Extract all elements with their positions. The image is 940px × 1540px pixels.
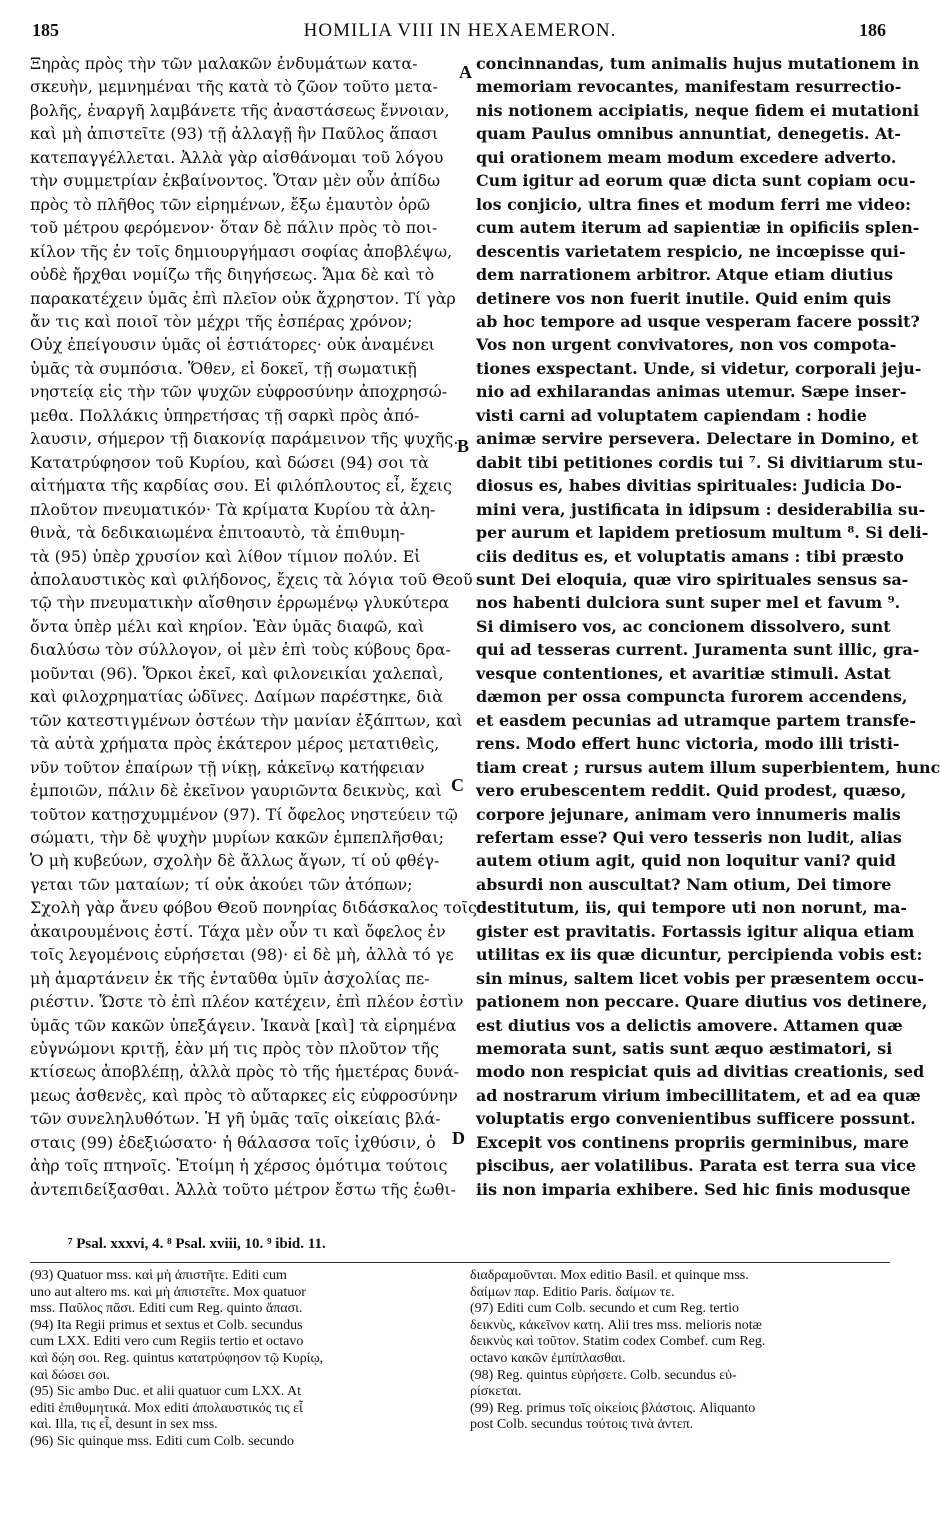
greek-text-line: ἀὴρ τοῖς πτηνοῖς. Ἑτοίμη ἡ χέρσος ὁμότιμα τούτοις — [30, 1156, 448, 1176]
footnote-line: cum LXX. Editi vero cum Regiis tertio et octavo — [30, 1334, 304, 1350]
latin-text-line: visti carni ad voluptatem capiendam : hodie — [476, 405, 867, 425]
footnote-line: (99) Reg. primus τοῖς οἰκείοις βλάστοις. Aliquanto — [470, 1400, 756, 1416]
footnote-line: (96) Sic quinque mss. Editi cum Colb. secundo — [30, 1433, 295, 1449]
page-number-right: 186 — [859, 20, 886, 40]
footnote-line: δεικνὺς καὶ τοῦτον. Statim codex Combef. cum Reg. — [470, 1334, 766, 1350]
greek-text-line: μὴ ἁμαρτάνειν ἐκ τῆς ἐνταῦθα ὑμῖν ἀσχολίας πε- — [30, 968, 430, 988]
footnote-line: (94) Ita Regii primus et sextus et Colb. secundus — [30, 1317, 303, 1333]
latin-text-line: ab hoc tempore ad usque vesperam facere possit? — [476, 311, 920, 331]
greek-text-line: ὑμᾶς τὰ συμπόσια. Ὅθεν, εἰ δοκεῖ, τῇ σωματικῇ — [30, 358, 417, 378]
latin-text-line: dabit tibi petitiones cordis tui ⁷. Si divitiarum stu- — [476, 452, 923, 472]
greek-text-line: Ξηρὰς πρὸς τὴν τῶν μαλακῶν ἐνδυμάτων κατα- — [30, 54, 418, 73]
greek-text-line: νηστείᾳ εἰς τὴν τῶν ψυχῶν εὐφροσύνην ἀποχρησώ- — [30, 382, 448, 402]
latin-text-line: sin minus, saltem licet vobis per præsentem occu- — [476, 968, 924, 988]
latin-text-line: tiam creat ; rursus autem illum superbientem, hunc — [476, 757, 940, 777]
footnote-line: octavo κακῶν ἐμπίπλασθαι. — [470, 1350, 626, 1366]
greek-text-line: τὰ (95) ὑπὲρ χρυσίον καὶ λίθον τίμιον πολύν. Εἰ — [30, 546, 421, 566]
footnote-line: δεικνὺς, κἀκεῖνον κατη. Alii tres mss. melioris notæ — [470, 1317, 762, 1333]
greek-text-line: νῦν τοῦτον ἐπαίρων τῇ νίκῃ, κἀκεῖνῳ κατήφειαν — [30, 757, 425, 777]
footnote-line: (98) Reg. quintus εὑρήσετε. Colb. secundus εὑ- — [470, 1367, 737, 1383]
latin-text-line: pationem non peccare. Quare diutius vos detinere, — [476, 992, 928, 1012]
running-title: HOMILIA VIII IN HEXAEMERON. — [303, 20, 617, 41]
greek-text-line: τῶν συνεληλυθότων. Ἡ γῆ ὑμᾶς ταῖς οἰκείαις βλά- — [30, 1109, 441, 1129]
latin-text-line: modo non respiciat quis ad divitias creationis, sed — [476, 1062, 925, 1082]
greek-text-line: διαλύσω τὸν σύλλογον, οἱ μὲν ἐπὶ τοὺς κύβους δρα- — [30, 640, 451, 660]
greek-text-line: σκευὴν, μεμνημέναι τῆς κατὰ τὸ ζῶον τοῦτο μετα- — [30, 77, 438, 97]
latin-text-line: descentis varietatem respicio, ne incœpisse qui- — [476, 241, 906, 261]
latin-text-line: tiones exspectant. Unde, si videtur, corporali jeju- — [476, 358, 922, 378]
footnote-line: post Colb. secundus τούτοις τινὰ ἀντεπ. — [470, 1417, 694, 1433]
latin-text-line: Vos non urgent convivatores, non vos compota- — [476, 335, 897, 355]
latin-text-line: cum autem iterum ad sapientiæ in opificiis splen- — [476, 218, 920, 238]
footnote-divider — [30, 1262, 890, 1263]
latin-text-line: quam Paulus omnibus annuntiat, denegetis. At- — [476, 124, 901, 144]
greek-text-line: εὐγνώμονι κριτῇ, ἐὰν μή τις πρὸς τὸν πλοῦτον τῆς — [30, 1039, 439, 1059]
latin-text-line: detinere vos non fuerit inutile. Quid enim quis — [476, 288, 892, 308]
greek-text-line: ἐμποιῶν, πάλιν δὲ ἐκεῖνον γαυριῶντα δεικνὺς, καὶ — [30, 781, 442, 801]
margin-marker-a: A — [459, 62, 472, 82]
latin-text-line: ciis deditus es, et voluptatis amans : tibi præsto — [476, 546, 904, 566]
greek-text-line: ἀκαιρουμένοις ἐστί. Τάχα μὲν οὖν τι καὶ ὄφελος ἐν — [30, 921, 446, 941]
greek-text-line: θινὰ, τὰ δεδικαιωμένα ἐπιτοαυτὸ, τὰ ἐπιθυμη- — [30, 523, 405, 543]
latin-text-line: iis non imparia exhibere. Sed hic finis modusque — [476, 1179, 911, 1199]
margin-marker-d: D — [452, 1128, 465, 1148]
latin-text-line: diosus es, habes divitias spirituales: Judicia Do- — [476, 476, 902, 496]
footnote-line: καὶ δῴη σοι. Reg. quintus κατατρύφησον τῷ Κυρίῳ, — [30, 1350, 324, 1366]
greek-text-line: ἀντεπιδείξασθαι. Ἀλλὰ τοῦτο μέτρον ἔστω τῆς ἑωθι- — [30, 1179, 456, 1199]
latin-text-line: memorata sunt, satis sunt æquo æstimatori, si — [476, 1039, 893, 1059]
greek-text-line: ὑμᾶς τῶν κακῶν ὑπεξάγειν. Ἱκανὰ [καὶ] τὰ εἰρημένα — [30, 1015, 457, 1035]
footnote-line: δαίμων παρ. Editio Paris. δαίμων τε. — [470, 1284, 675, 1300]
latin-text-line: Excepit vos continens propriis germinibus, mare — [476, 1132, 910, 1152]
footnotes-right-column — [470, 1268, 890, 1434]
greek-text-line: ὄντα ὑπὲρ μέλι καὶ κηρίον. Ἐὰν ὑμᾶς διαφῶ, καὶ — [30, 616, 425, 636]
greek-text-line: ἄν τις καὶ ποιοῖ τὸν μέχρι τῆς ἑσπέρας χρόνον; — [30, 311, 413, 331]
latin-text-line: utilitas ex iis quæ dicuntur, percipienda vobis est: — [476, 945, 923, 965]
greek-text-line: σώματι, τὴν δὲ ψυχὴν μυρίων κακῶν ἐμπεπλῆσθαι; — [30, 827, 444, 847]
greek-text-line: ἀπολαυστικὸς καὶ φιλήδονος, ἔχεις τὰ λόγια τοῦ Θεοῦ — [30, 569, 473, 589]
greek-text-line: τοῦ μέτρου φερόμενον· ὅταν δὲ πάλιν πρὸς τὸ ποι- — [30, 218, 438, 238]
footnote-line: καὶ. Illa, τις εἶ, desunt in sex mss. — [30, 1417, 218, 1433]
footnote-line: mss. Παῦλος πᾶσι. Editi cum Reg. quinto ἅπασι. — [30, 1301, 303, 1317]
footnote-line: ρίσκεται. — [470, 1384, 522, 1400]
greek-text-line: Ὁ μὴ κυβεύων, σχολὴν δὲ ἄλλως ἄγων, τί οὐ φθέγ- — [30, 851, 440, 871]
page-header — [30, 20, 890, 50]
greek-text-line: κτίσεως ἀποβλέπῃ, ἀλλὰ πρὸς τὸ τῆς ἡμετέρας δυνά- — [30, 1062, 459, 1082]
latin-text-line: los conjicio, ultra fines et modum ferri me video: — [476, 194, 912, 214]
greek-text-column — [30, 52, 477, 1201]
latin-text-column — [476, 52, 940, 1201]
greek-text-line: αἰτήματα τῆς καρδίας σου. Εἰ φιλόπλουτος εἶ, ἔχεις — [30, 476, 452, 496]
latin-text-line: corpore jejunare, animam vero innumeris malis — [476, 804, 901, 824]
latin-text-line: Si dimisero vos, ac concionem dissolvero, sunt — [476, 616, 891, 636]
greek-text-line: τοῖς λεγομένοις εὑρήσεται (98)· εἰ δὲ μὴ, ἀλλὰ τό γε — [30, 945, 454, 965]
greek-text-line: ριέστιν. Ὥστε τὸ ἐπὶ πλέον κατέχειν, ἐπὶ πλέον ἐστὶν — [30, 992, 464, 1012]
latin-text-line: destitutum, iis, qui tempore uti non norunt, ma- — [476, 898, 907, 918]
greek-text-line: σταις (99) ἐδεξιώσατο· ἡ θάλασσα τοῖς ἰχθύσιν, ὁ — [30, 1132, 436, 1152]
latin-text-line: dem narrationem arbitror. Atque etiam diutius — [476, 265, 893, 285]
latin-text-line: absurdi non auscultat? Nam otium, Dei timore — [476, 874, 892, 894]
latin-text-line: ad nostrarum virium imbecillitatem, et ad ea quæ — [476, 1085, 921, 1105]
latin-text-line: memoriam revocantes, manifestam resurrectio- — [476, 77, 902, 97]
latin-text-line: voluptatis ergo convenientibus sufficere possunt. — [476, 1109, 916, 1129]
footnotes-left-column — [30, 1268, 450, 1451]
latin-text-line: per aurum et lapidem pretiosum multum ⁸. Si deli- — [476, 523, 929, 543]
greek-text-line: κατεπαγγέλλεται. Ἀλλὰ γὰρ αἰσθάνομαι τοῦ λόγου — [30, 147, 444, 167]
latin-text-line: et easdem pecunias ad utramque partem transfe- — [476, 710, 916, 730]
greek-text-line: τῶν κατεστιγμένων ὀστέων τὴν μανίαν ἐξάπτων, καὶ — [30, 710, 463, 730]
page-number-left: 185 — [32, 20, 59, 40]
latin-text-line: est diutius vos a delictis amovere. Attamen quæ — [476, 1015, 903, 1035]
latin-text-line: nos habenti dulciora sunt super mel et favum ⁹. — [476, 593, 901, 613]
latin-text-line: gister est pravitatis. Fortassis igitur aliqua etiam — [476, 921, 915, 941]
greek-text-line: καὶ φιλοχρηματίας ὠδῖνες. Δαίμων παρέστηκε, διὰ — [30, 687, 443, 707]
latin-text-line: animæ servire persevera. Delectare in Domino, et — [476, 429, 919, 449]
greek-text-line: λαυσιν, σήμερον τῇ διακονίᾳ παράμεινον τῆς ψυχῆς. — [30, 429, 459, 449]
greek-text-line: Σχολὴ γὰρ ἄνευ φόβου Θεοῦ πονηρίας διδάσκαλος τοῖς — [30, 898, 477, 918]
latin-text-line: mini vera, justificata in idipsum : desiderabilia su- — [476, 499, 926, 519]
latin-text-line: dæmon per ossa compuncta furorem accendens, — [476, 687, 908, 707]
greek-text-line: καὶ μὴ ἀπιστεῖτε (93) τῇ ἀλλαγῇ ἣν Παῦλος ἅπασι — [30, 124, 439, 144]
latin-text-line: nis notionem accipiatis, neque fidem ei mutationi — [476, 100, 920, 120]
footnote-line: (97) Editi cum Colb. secundo et cum Reg. tertio — [470, 1301, 740, 1317]
footnote-line: διαδραμοῦνται. Mox editio Basil. et quinque mss. — [470, 1268, 749, 1283]
latin-text-line: autem otium agit, quid non loquitur vani? quid — [476, 851, 896, 871]
greek-text-line: μοῦνται (96). Ὅρκοι ἐκεῖ, καὶ φιλονεικίαι χαλεπαὶ, — [30, 663, 444, 683]
greek-text-line: Κατατρύφησον τοῦ Κυρίου, καὶ δώσει (94) σοι τὰ — [30, 452, 429, 472]
greek-text-line: τῷ τὴν πνευματικὴν αἴσθησιν ἐρρωμένῳ γλυκύτερα — [30, 593, 450, 613]
greek-text-line: πρὸς τὸ πλῆθος τῶν εἰρημένων, ἔξω ἐμαυτὸν ὁρῶ — [30, 194, 431, 214]
greek-text-line: τὰ αὐτὰ χρήματα πρὸς ἑκάτερον μέρος μετατιθεὶς, — [30, 734, 440, 754]
greek-text-line: κίλον τῆς ἐν τοῖς δημιουργήμασι σοφίας ἀποβλέψω, — [30, 241, 453, 261]
latin-text-line: vesque contentiones, et avaritiæ stimuli. Astat — [476, 663, 891, 683]
margin-marker-b: B — [457, 436, 470, 456]
greek-text-line: οὐδὲ ἤρχθαι νομίζω τῆς διηγήσεως. Ἅμα δὲ καὶ τὸ — [30, 265, 435, 285]
latin-text-line: rens. Modo effert hunc victoria, modo illi tristi- — [476, 734, 900, 754]
latin-text-line: nio ad exhilarandas animas utemur. Sæpe inser- — [476, 382, 907, 402]
latin-text-line: concinnandas, tum animalis hujus mutationem in — [476, 54, 920, 73]
latin-text-line: sunt Dei eloquia, quæ viro spirituales sensus sa- — [476, 569, 909, 589]
latin-text-line: qui orationem meam modum excedere adverto. — [476, 147, 897, 167]
greek-text-line: βολῆς, ἐναργῆ λαμβάνετε τῆς ἀναστάσεως ἔννοιαν, — [30, 100, 450, 120]
footnote-line: (95) Sic ambo Duc. et alii quatuor cum LXX. At — [30, 1384, 301, 1400]
greek-text-line: μεως ἀσθενὲς, καὶ πρὸς τὸ αὔταρκες εἰς εὐφροσύνην — [30, 1085, 458, 1105]
greek-text-line: τὴν συμμετρίαν ἐκβαίνοντος. Ὅταν μὲν οὖν ἀπίδω — [30, 171, 441, 191]
greek-text-line: παρακατέχειν ὑμᾶς ἐπὶ πλεῖον οὐκ ἄχρηστον. Τί γὰρ — [30, 288, 456, 308]
latin-text-line: vero erubescentem reddit. Quid prodest, quæso, — [476, 781, 907, 801]
greek-text-line: μεθα. Πολλάκις ὑπηρετήσας τῇ σαρκὶ πρὸς ἀπό- — [30, 405, 420, 425]
margin-marker-c: C — [451, 775, 464, 795]
latin-text-line: Cum igitur ad eorum quæ dicta sunt copiam ocu- — [476, 171, 916, 191]
greek-text-line: Οὐχ ἐπείγουσιν ὑμᾶς οἱ ἑστιάτορες· οὐκ ἀναμένει — [30, 335, 435, 355]
latin-text-line: piscibus, aer volatilibus. Parata est terra sua vice — [476, 1156, 917, 1176]
greek-text-line: τοῦτον κατῃσχυμμένον (97). Τί ὄφελος νηστεύειν τῷ — [30, 804, 458, 824]
footnote-line: editi ἐπιθυμητικά. Mox editi ἀπολαυστικός τις εἶ — [30, 1400, 303, 1416]
latin-text-line: qui ad tesseras current. Juramenta sunt illic, gra- — [476, 640, 920, 660]
scripture-references: ⁷ Psal. xxxvi, 4. ⁸ Psal. xviii, 10. ⁹ ibid. 11. — [68, 1236, 326, 1252]
latin-text-line: refertam esse? Qui vero tesseris non ludit, alias — [476, 827, 902, 847]
footnote-line: uno aut altero ms. καὶ μὴ ἀπιστεῖτε. Mox quatuor — [30, 1284, 306, 1300]
footnote-line: καὶ δώσει σοι. — [30, 1367, 110, 1383]
greek-text-line: πλοῦτον πνευματικόν· Τὰ κρίματα Κυρίου τὰ ἀλη- — [30, 499, 436, 519]
footnote-line: (93) Quatuor mss. καὶ μὴ ἀπιστῆτε. Editi cum — [30, 1268, 287, 1283]
greek-text-line: γεται τῶν ματαίων; τί οὐκ ἀκούει τῶν ἀτόπων; — [30, 874, 413, 894]
